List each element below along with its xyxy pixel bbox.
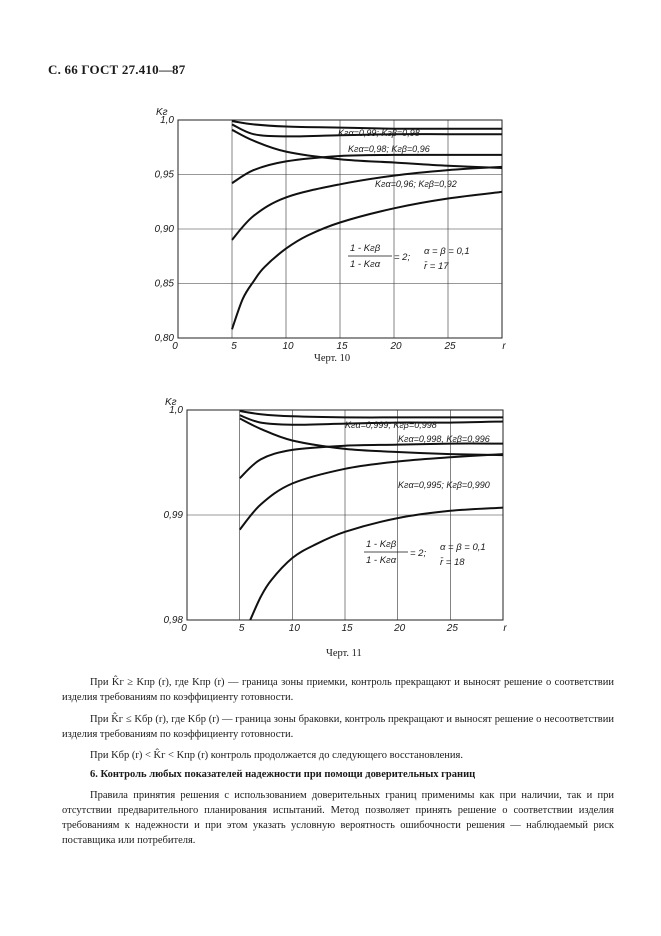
y-tick-label: 0,85 — [154, 278, 174, 290]
curve-annotation: Kгα=0,995; Kгβ=0,990 — [398, 480, 490, 490]
chart-11 — [164, 397, 508, 634]
series-line — [240, 454, 503, 530]
page-header: С. 66 ГОСТ 27.410—87 — [48, 62, 186, 77]
paragraph-continue: При Kбр (r) < K̂г < Kпр (r) контроль продолжается до следующего восстановления. — [90, 750, 463, 761]
y-tick-label: 1,0 — [160, 115, 174, 126]
x-tick-label: 0 — [181, 623, 187, 634]
formula-equals: = 2; — [394, 252, 411, 263]
formula-denominator: 1 - Kгα — [350, 259, 381, 270]
x-tick-label: 20 — [394, 623, 406, 634]
formula-numerator: 1 - Kгβ — [366, 539, 397, 550]
chart-10 — [155, 107, 507, 352]
curve-annotation: Kгα=0,999; Kгβ=0,998 — [345, 420, 437, 430]
formula-r-mean: r̄ = 18 — [440, 557, 465, 568]
y-axis-label: Kг — [165, 397, 177, 408]
x-tick-label: 15 — [341, 623, 353, 634]
chart-11-caption: Черт. 11 — [326, 648, 362, 659]
series-line — [240, 411, 503, 417]
curve-annotation: Kгα=0,998, Kгβ=0,996 — [398, 434, 490, 444]
y-tick-label: 0,99 — [163, 510, 183, 521]
y-tick-label: 1,0 — [169, 405, 183, 416]
x-tick-label: 5 — [238, 623, 245, 634]
series-line — [240, 444, 503, 479]
formula-alpha-beta: α = β = 0,1 — [440, 542, 486, 553]
y-tick-label: 0,95 — [154, 169, 174, 181]
x-tick-label: 10 — [282, 341, 294, 352]
formula-r-mean: r̄ = 17 — [424, 261, 449, 272]
curve-annotation: Kгα=0,98; Kгβ=0,96 — [348, 144, 430, 154]
x-tick-label: r — [502, 341, 506, 352]
formula-numerator: 1 - Kгβ — [350, 243, 381, 254]
y-tick-label: 0,90 — [154, 224, 174, 235]
section-heading: 6. Контроль любых показателей надежности при помощи доверительных границ — [90, 769, 476, 780]
y-tick-label: 0,80 — [154, 333, 174, 344]
x-tick-label: r — [503, 623, 507, 634]
x-tick-label: 25 — [444, 341, 456, 352]
chart-10-caption: Черт. 10 — [314, 353, 351, 364]
curve-annotation: Kгα=0,99; Kгβ=0,98 — [338, 128, 420, 138]
x-tick-label: 5 — [231, 341, 237, 352]
paragraph-confidence-bounds: Правила принятия решения с использованием доверительных границ применимы как при наличии, так и при отсутствии предварительного планирования испытаний. Метод позволяет принять решение о соответствии изделия требованиям к надежности и при этом указать условную вероятность ошибочности решения — наблюдаемый риск поставщика или потребителя. — [62, 790, 614, 846]
formula-equals: = 2; — [410, 548, 427, 559]
y-axis-label: Kг — [156, 107, 168, 118]
paragraph-rejection: При K̂г ≤ Kбр (r), где Kбр (r) — граница зоны браковки, контроль прекращают и выносят решение о несоответствии изделия требованиям по коэффициенту готовности. — [62, 714, 614, 740]
x-tick-label: 0 — [172, 341, 178, 352]
formula-alpha-beta: α = β = 0,1 — [424, 246, 470, 257]
x-tick-label: 10 — [288, 623, 300, 634]
x-tick-label: 20 — [390, 341, 402, 352]
curve-annotation: Kгα=0,96; Kгβ=0,92 — [375, 179, 457, 189]
paragraph-acceptance: При K̂г ≥ Kпр (r), где Kпр (r) — граница зоны приемки, контроль прекращают и выносят решение о соответствии изделия требованиям по коэффициенту готовности. — [62, 677, 614, 703]
x-tick-label: 25 — [446, 623, 458, 634]
y-tick-label: 0,98 — [163, 615, 183, 626]
x-tick-label: 15 — [336, 341, 348, 352]
formula-denominator: 1 - Kгα — [366, 555, 397, 566]
